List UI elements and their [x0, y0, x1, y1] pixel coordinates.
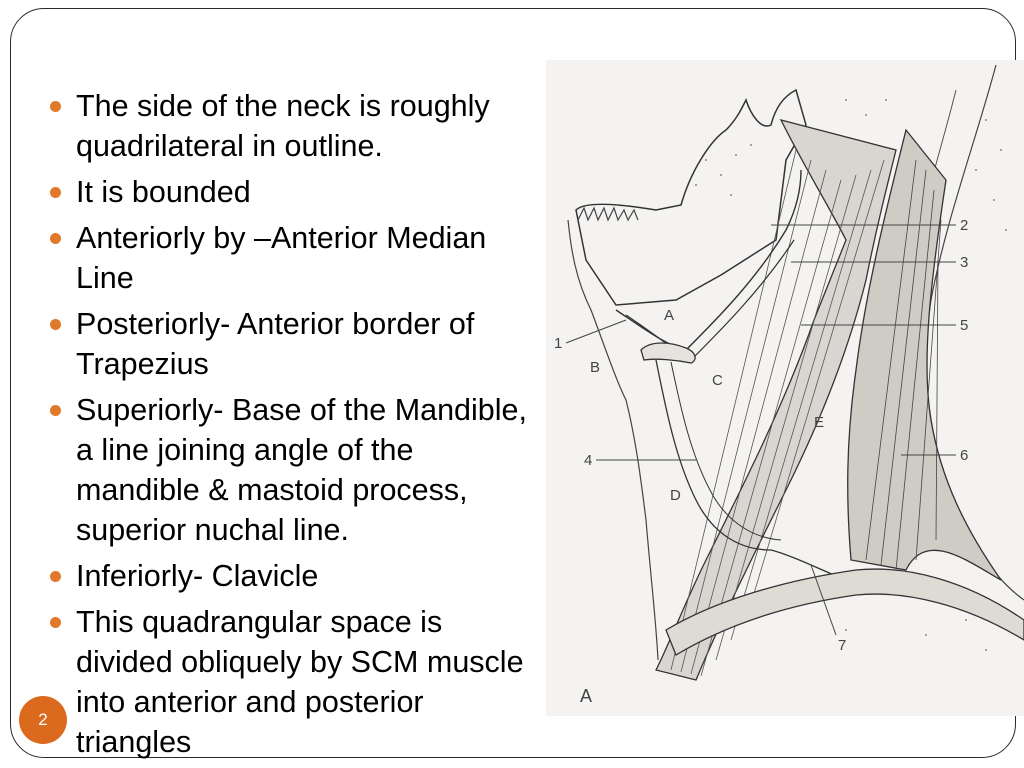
bullet-text: Anteriorly by –Anterior Median Line	[76, 221, 487, 295]
figure-label-D: D	[670, 487, 681, 504]
bullet-dot-icon	[50, 571, 61, 582]
bullet-text: Inferiorly- Clavicle	[76, 559, 319, 593]
bullet-text: This quadrangular space is divided obliquely by SCM muscle into anterior and posterior triangles	[76, 605, 524, 759]
figure-label-E: E	[814, 414, 825, 431]
figure-label-7: 7	[838, 637, 847, 654]
mandible-outline	[576, 90, 806, 305]
hyoid-bone	[641, 343, 695, 363]
teeth	[578, 208, 638, 220]
skin-outline	[568, 220, 658, 660]
digastric-muscle	[616, 170, 801, 350]
figure-label-C: C	[712, 372, 723, 389]
bullet-item	[44, 172, 544, 212]
bullet-dot-icon	[50, 101, 61, 112]
bullet-text: Superiorly- Base of the Mandible, a line joining angle of the mandible & mastoid process, superior nuchal line.	[76, 393, 527, 547]
bullet-dot-icon	[50, 405, 61, 416]
bullet-dot-icon	[50, 233, 61, 244]
bullet-dot-icon	[50, 319, 61, 330]
bullet-item	[44, 86, 544, 166]
neck-anatomy-figure	[546, 60, 1024, 716]
bullet-dot-icon	[50, 617, 61, 628]
figure-label-B: B	[590, 359, 601, 376]
bullet-item	[44, 556, 544, 596]
figure-label-2: 2	[960, 217, 969, 234]
neck-anatomy-illustration	[546, 60, 1024, 716]
figure-label-1: 1	[554, 335, 563, 352]
figure-label-3: 3	[960, 254, 969, 271]
figure-label-6: 6	[960, 447, 969, 464]
bullet-text: The side of the neck is roughly quadrilateral in outline.	[76, 89, 490, 163]
figure-caption-letter: A	[580, 686, 593, 706]
bullet-item	[44, 304, 544, 384]
bullet-item	[44, 218, 544, 298]
bullet-dot-icon	[50, 187, 61, 198]
figure-label-4: 4	[584, 452, 593, 469]
figure-label-A: A	[664, 307, 675, 324]
slide-number-badge: 2	[19, 696, 67, 744]
bullet-list	[44, 86, 544, 768]
figure-label-5: 5	[960, 317, 969, 334]
bullet-text: Posteriorly- Anterior border of Trapezius	[76, 307, 475, 381]
bullet-item	[44, 602, 544, 762]
bullet-item	[44, 390, 544, 550]
digastric-muscle-2	[626, 240, 794, 360]
bullet-text: It is bounded	[76, 175, 251, 209]
